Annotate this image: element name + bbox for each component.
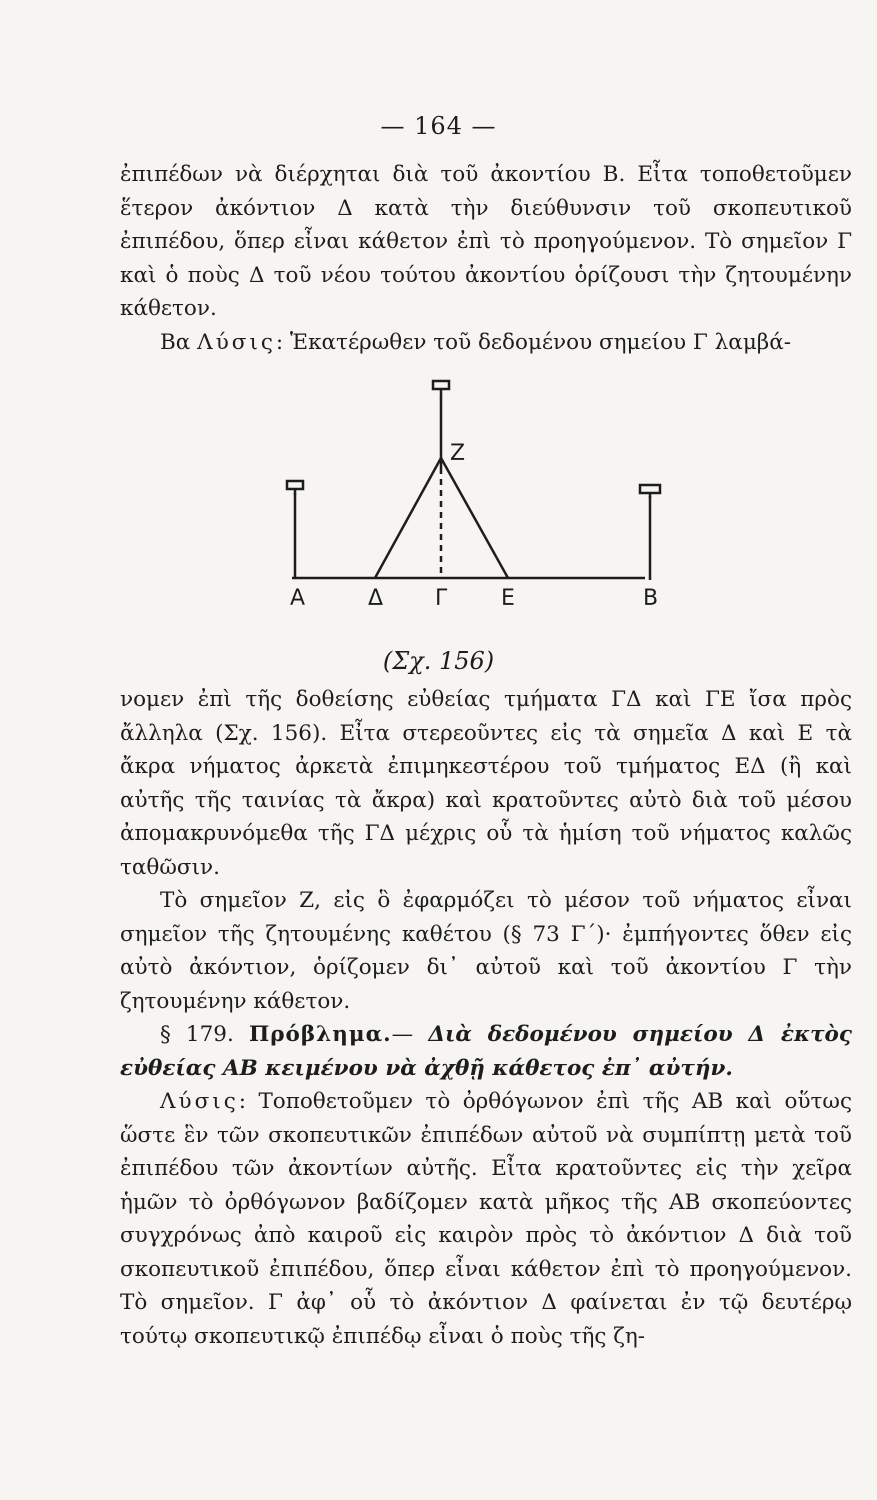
problem-statement: Διὰ δεδομένου σημείου Δ ἐκτὸς εὐθείας ΑΒ κειμένου νὰ ἀχθῇ κάθετος ἐπ᾿ αὐτήν. <box>120 1022 852 1081</box>
figure-pole-a-top <box>287 481 303 495</box>
paragraph-solution-179 <box>120 1085 852 1353</box>
paragraph-continuation: ἐπιπέδων νὰ διέρχηται διὰ τοῦ ἀκοντίου Β. Εἶτα τοποθετοῦμεν ἕτερον ἀκόντιον Δ κατὰ τὴν διεύθυνσιν τοῦ σκοπευτικοῦ ἐπιπέδου, ὅπερ εἶναι κάθετον ἐπὶ τὸ προηγούμενον. Τὸ σημεῖον Γ καὶ ὁ ποὺς Δ τοῦ νέου τούτου ἀκοντίου ὁρίζουσι τὴν ζητουμένην κάθετον. <box>120 162 852 321</box>
paragraph-point-z: Τὸ σημεῖον Ζ, εἰς ὃ ἐφαρμόζει τὸ μέσον τοῦ νήματος εἶναι σημεῖον τῆς ζητουμένης καθέτου (§ 73 Γ΄)· ἐμπήγοντες ὅθεν εἰς αὐτὸ ἀκόντιον, ὁρίζομεν δι᾿ αὐτοῦ καὶ τοῦ ἀκοντίου Γ τὴν ζητουμένην κάθετον. <box>120 888 852 1014</box>
solution-text: : Τοποθετοῦμεν τὸ ὀρθόγωνον ἐπὶ τῆς ΑΒ καὶ οὕτως ὥστε ἓν τῶν σκοπευτικῶν ἐπιπέδων αὐτοῦ νὰ συμπίπτῃ μετὰ τοῦ ἐπιπέδου τῶν ἀκοντίων αὐτῆς. Εἶτα κρατοῦντες εἰς τὴν χεῖρα ἡμῶν τὸ ὀρθόγωνον βαδίζομεν κατὰ μῆκος τῆς ΑΒ σκοπεύοντες συγχρόνως ἀπὸ καιροῦ εἰς καιρὸν πρὸς τὸ ἀκόντιον Δ διὰ τοῦ σκοπευτικοῦ ἐπιπέδου, ὅπερ εἶναι κάθετον ἐπὶ τὸ προηγούμενον. Τὸ σημεῖον. Γ ἀφ᾿ οὗ τὸ ἀκόντιον Δ φαίνεται ἐν τῷ δευτέρῳ τούτῳ σκοπευτικῷ ἐπιπέδῳ εἶναι ὁ ποὺς τῆς ζη- <box>120 1089 852 1349</box>
figure-pole-b-top <box>640 485 660 498</box>
paragraph-marker: Βα <box>160 329 191 355</box>
figure-pole-z-top <box>433 381 449 399</box>
text-block-main <box>120 683 852 1353</box>
figure-string-left <box>375 458 441 578</box>
paragraph-problem-179 <box>120 1018 852 1085</box>
figure-label-z: Ζ <box>450 441 466 466</box>
problem-dash: — <box>391 1022 414 1047</box>
paragraph-solution-b <box>120 326 852 360</box>
figure-label-e: Ε <box>501 586 515 611</box>
text-block-top <box>120 158 852 359</box>
solution-label: Λύσις <box>197 329 276 355</box>
figure-label-a: Α <box>290 586 306 611</box>
figure-label-gamma: Γ <box>435 586 448 611</box>
paragraph-method: νομεν ἐπὶ τῆς δοθείσης εὐθείας τμήματα ΓΔ καὶ ΓΕ ἴσα πρὸς ἄλληλα (Σχ. 156). Εἶτα στερεοῦντες εἰς τὰ σημεῖα Δ καὶ Ε τὰ ἄκρα νήματος ἀρκετὰ ἐπιμηκεστέρου τοῦ τμήματος ΕΔ (ἢ καὶ αὐτῆς τῆς ταινίας τὰ ἄκρα) καὶ κρατοῦντες αὐτὸ διὰ τοῦ μέσου ἀπομακρυνόμεθα τῆς ΓΔ μέχρις οὗ τὰ ἡμίση τοῦ νήματος καλῶς ταθῶσιν. <box>120 687 852 880</box>
problem-heading: Πρόβλημα. <box>248 1022 392 1047</box>
figure-caption: (Σχ. 156) <box>382 647 495 675</box>
figure-156-diagram <box>270 368 690 638</box>
figure-string-right <box>441 458 508 578</box>
solution-text: : Ἑκατέρωθεν τοῦ δεδομένου σημείου Γ λαμβά- <box>275 329 792 355</box>
page-number: — 164 — <box>380 112 497 140</box>
section-number: § 179. <box>160 1022 234 1047</box>
figure-label-b: Β <box>643 586 659 611</box>
solution-label: Λύσις <box>160 1089 239 1114</box>
figure-label-delta: Δ <box>368 586 384 611</box>
